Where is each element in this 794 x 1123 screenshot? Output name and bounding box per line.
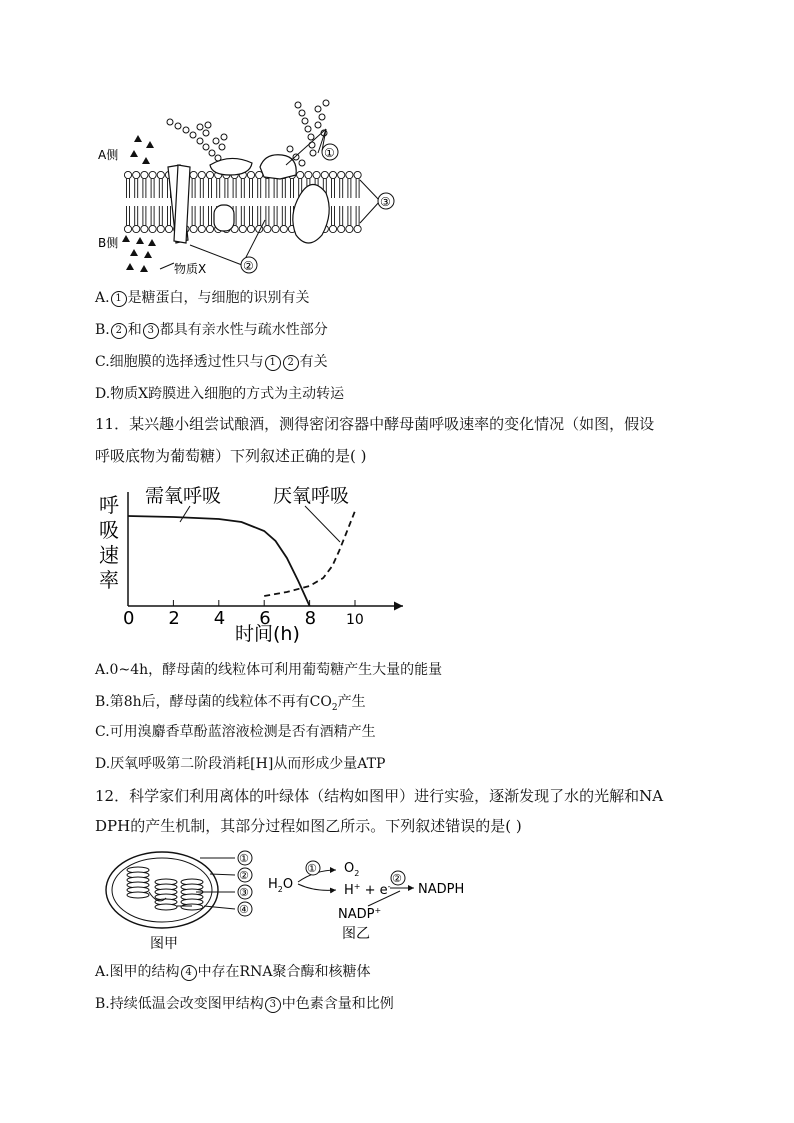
respiration-rate-chart: [95, 478, 425, 648]
q12-option-a: A.图甲的结构 4 中存在RNA聚合酶和核糖体: [95, 964, 371, 980]
phospholipid-head: [338, 171, 345, 178]
phospholipid-head: [198, 225, 205, 232]
x-tick-label: 8: [304, 608, 317, 629]
phospholipid-head: [305, 171, 312, 178]
phospholipid-head: [280, 225, 287, 232]
x-axis-label: 时间(h): [235, 623, 300, 645]
phospholipid-head: [165, 225, 172, 232]
svg-text:O2: $O_2$: [344, 861, 360, 878]
substance-x-label: 物质X: [174, 262, 207, 276]
phospholipid-head: [133, 171, 140, 178]
phospholipid-head: [297, 171, 304, 178]
phospholipid-head: [149, 225, 156, 232]
q12-option-b: B.持续低温会改变图甲结构 3 中色素含量和比例: [95, 996, 394, 1012]
phospholipid-head: [329, 225, 336, 232]
phospholipid-head: [133, 225, 140, 232]
label-2: ②: [243, 259, 254, 273]
y-axis-label: 呼吸速率: [99, 493, 119, 592]
aerobic-curve: [128, 516, 310, 606]
chloroplast-figure: [100, 848, 500, 958]
chloro-label-3: ③: [239, 886, 249, 899]
reaction-step-1: ①: [307, 862, 317, 875]
x-tick-label: 4: [213, 608, 226, 629]
phospholipid-head: [190, 225, 197, 232]
series-label-anaerobic: 厌氧呼吸: [273, 485, 350, 507]
phospholipid-head: [321, 171, 328, 178]
phospholipid-head: [206, 171, 213, 178]
anaerobic-curve: [264, 511, 355, 596]
chloro-label-1: ①: [239, 852, 249, 865]
q11-option-b: B.第8h后，酵母菌的线粒体不再有$CO_2$产生: [95, 694, 366, 713]
label-3: ③: [380, 195, 391, 209]
phospholipid-head: [338, 225, 345, 232]
x-tick-label: 0: [123, 608, 135, 629]
phospholipid-head: [141, 225, 148, 232]
series-label-aerobic: 需氧呼吸: [145, 485, 222, 507]
figure-yi-caption: 图乙: [342, 926, 370, 942]
phospholipid-head: [354, 225, 361, 232]
phospholipid-head: [247, 225, 254, 232]
phospholipid-head: [206, 225, 213, 232]
thylakoid-disc: [127, 892, 149, 898]
phospholipid-head: [346, 225, 353, 232]
phospholipid-head: [157, 225, 164, 232]
chloro-label-2: ②: [239, 869, 249, 882]
label-1: ①: [324, 146, 335, 160]
chloro-label-4: ④: [239, 903, 249, 916]
svg-text:H2O: $H_2O$: [268, 877, 294, 894]
q10-option-a: A. 1 是糖蛋白，与细胞的识别有关: [95, 290, 310, 306]
membrane-figure: [90, 95, 410, 285]
x-tick-label: 2: [168, 608, 180, 629]
q11-option-a: A.0~4h，酵母菌的线粒体可利用葡萄糖产生大量的能量: [95, 662, 443, 678]
phospholipid-head: [141, 171, 148, 178]
phospholipid-head: [264, 225, 271, 232]
x-tick-label: 10: [346, 612, 364, 628]
reaction-step-2: ②: [392, 872, 402, 885]
phospholipid-head: [354, 171, 361, 178]
q10-option-c: C.细胞膜的选择透过性只与 1 2 有关: [95, 354, 328, 370]
phospholipid-head: [247, 171, 254, 178]
phospholipid-head: [272, 225, 279, 232]
aerobic-label-leader: [180, 506, 190, 522]
phospholipid-head: [124, 225, 131, 232]
svg-text:H+ + e-: H+ + e-: [344, 882, 391, 898]
x-tick-label: 6: [259, 608, 271, 629]
phospholipid-head: [198, 171, 205, 178]
b-side-label: B侧: [98, 236, 119, 250]
figure-jia-caption: 图甲: [150, 936, 178, 952]
phospholipid-head: [346, 171, 353, 178]
svg-text:NADP+: NADP+: [338, 906, 382, 922]
q12-stem-line2: DPH的产生机制，其部分过程如图乙所示。下列叙述错误的是( ): [95, 817, 522, 835]
q10-option-b: B. 2 和 3 都具有亲水性与疏水性部分: [95, 322, 328, 338]
anaerobic-label-leader: [305, 506, 340, 542]
q11-stem-line1: 11．某兴趣小组尝试酿酒，测得密闭容器中酵母菌呼吸速率的变化情况（如图，假设: [95, 415, 655, 433]
q10-option-d: D.物质X跨膜进入细胞的方式为主动转运: [95, 386, 345, 402]
thylakoid-disc: [155, 904, 177, 910]
phospholipid-head: [313, 171, 320, 178]
phospholipid-head: [329, 171, 336, 178]
q11-option-d: D.厌氧呼吸第二阶段消耗[H]从而形成少量ATP: [95, 756, 386, 772]
nadph-label: NADPH: [418, 882, 465, 897]
phospholipid-head: [149, 171, 156, 178]
phospholipid-head: [190, 171, 197, 178]
q11-option-c: C.可用溴麝香草酚蓝溶液检测是否有酒精产生: [95, 724, 376, 740]
q11-stem-line2: 呼吸底物为葡萄糖）下列叙述正确的是( ): [95, 447, 367, 465]
phospholipid-head: [124, 171, 131, 178]
phospholipid-head: [157, 171, 164, 178]
thylakoid-disc: [181, 904, 203, 910]
q12-stem-line1: 12．科学家们利用离体的叶绿体（结构如图甲）进行实验，逐渐发现了水的光解和NA: [95, 787, 664, 805]
phospholipid-head: [239, 225, 246, 232]
a-side-label: A侧: [98, 148, 119, 162]
